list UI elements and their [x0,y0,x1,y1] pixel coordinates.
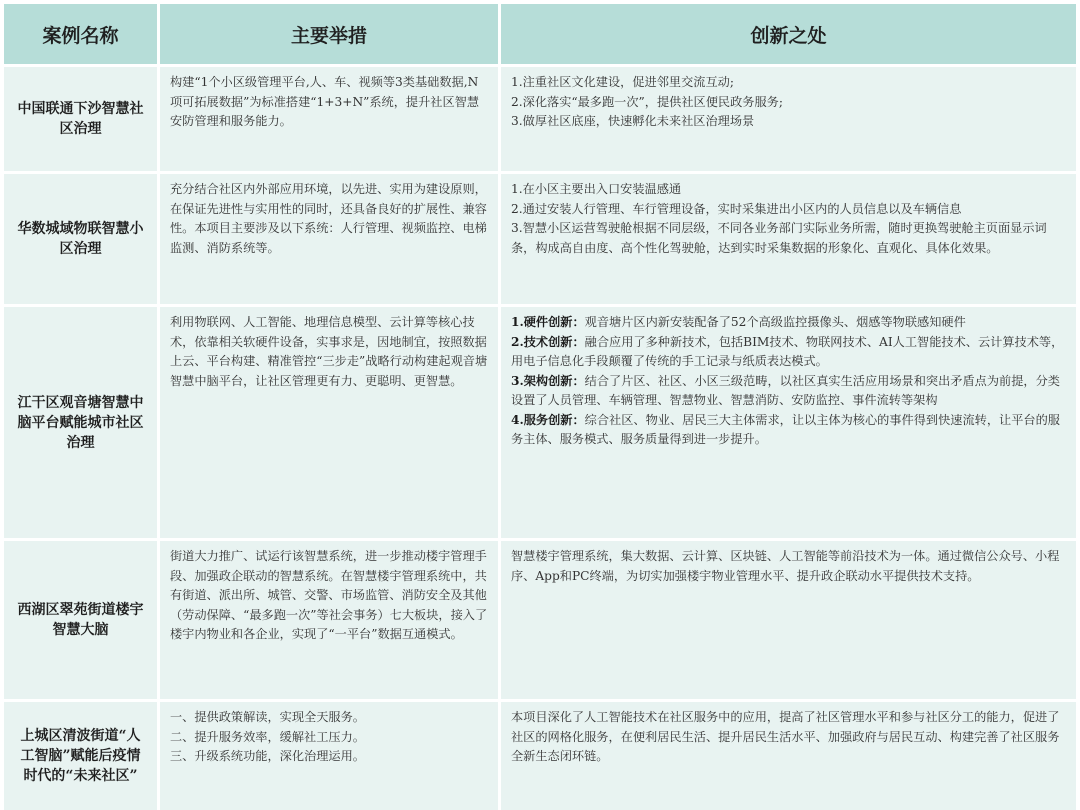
innovation-item-label: 4.服务创新： [511,412,585,427]
header-main-measures: 主要举措 [160,4,498,64]
measures-text: 一、提供政策解读，实现全天服务。 二、提升服务效率，缓解社工压力。 三、升级系统功能，深化治理运用。 [170,710,365,763]
case-table [4,4,1076,806]
case-name-cell: 上城区清波街道“人工智脑”赋能后疫情时代的“未来社区” [4,702,157,810]
innovation-item-text: 3.做厚社区底座，快速孵化未来社区治理场景 [511,114,755,128]
innovation-item [511,93,1066,113]
innovation-item [511,112,1066,132]
innovation-cell [501,307,1076,538]
measures-text: 街道大力推广、试运行该智慧系统，进一步推动楼宇管理手段、加强政企联动的智慧系统。在智慧楼宇管理系统中，共有街道、派出所、城管、交警、市场监管、消防安全及其他（劳动保障、“最多跑一次”等社会事务）七大板块，接入了楼宇内物业和各企业，实现了“一平台”数据互通模式。 [170,549,488,641]
innovation-item-text: 综合社区、物业、居民三大主体需求，让以主体为核心的事件得到快速流转，让平台的服务主体、服务模式、服务质量得到进一步提升。 [511,412,1060,446]
measures-cell [160,541,498,699]
measures-text: 充分结合社区内外部应用环境，以先进、实用为建设原则，在保证先进性与实用性的同时，还具备良好的扩展性、兼容性。本项目主要涉及以下系统：人行管理、视频监控、电梯监测、消防系统等。 [170,182,487,255]
innovation-item-text: 观音塘片区内新安装配备了52个高级监控摄像头、烟感等物联感知硬件 [584,315,966,329]
case-name-cell: 中国联通下沙智慧社区治理 [4,67,157,171]
innovation-cell [501,702,1076,810]
innovation-item-text: 1.在小区主要出入口安装温感通 [511,182,682,196]
innovation-item-text: 2.通过安装人行管理、车行管理设备，实时采集进出小区内的人员信息以及车辆信息 [511,201,962,216]
innovation-item [511,333,1066,372]
case-name-cell: 华数城域物联智慧小区治理 [4,174,157,304]
innovation-item-text: 2.深化落实“最多跑一次”，提供社区便民政务服务; [511,94,783,109]
innovation-cell [501,541,1076,699]
innovation-item [511,313,1066,333]
innovation-item-text: 结合了片区、社区、小区三级范畴，以社区真实生活应用场景和突出矛盾点为前提，分类设置了人员管理、车辆管理、智慧物业、智慧消防、安防监控、事件流转等架构 [511,373,1060,407]
innovation-item [511,411,1066,450]
innovation-item-label: 1.硬件创新： [511,315,585,329]
innovation-item [511,200,1066,220]
header-innovation: 创新之处 [501,4,1076,64]
case-name-cell: 江干区观音塘智慧中脑平台赋能城市社区治理 [4,307,157,538]
measures-cell [160,174,498,304]
innovation-item-text: 智慧楼宇管理系统，集大数据、云计算、区块链、人工智能等前沿技术为一体。通过微信公众号、小程序、App和PC终端，为切实加强楼宇物业管理水平、提升政企联动水平提供技术支持。 [511,549,1060,583]
header-case-name: 案例名称 [4,4,157,64]
case-name-cell: 西湖区翠苑街道楼宇智慧大脑 [4,541,157,699]
innovation-item-text: 1.注重社区文化建设，促进邻里交流互动; [511,75,734,89]
measures-text: 利用物联网、人工智能、地理信息模型、云计算等核心技术，依靠相关软硬件设备，实事求是，因地制宜，按照数据上云、平台构建、精准管控“三步走”战略行动构建起观音塘智慧中脑平台，让社区管理更有力、更聪明、更智慧。 [170,315,488,388]
innovation-cell [501,67,1076,171]
innovation-item [511,547,1066,586]
measures-cell [160,702,498,810]
innovation-item-label: 2.技术创新： [511,334,585,349]
innovation-item [511,180,1066,200]
innovation-item-text: 融合应用了多种新技术，包括BIM技术、物联网技术、AI人工智能技术、云计算技术等，用电子信息化手段颠覆了传统的手工记录与纸质表达模式。 [511,334,1064,368]
innovation-item [511,73,1066,93]
innovation-item-label: 3.架构创新： [511,373,585,388]
measures-cell [160,307,498,538]
innovation-item [511,708,1066,767]
innovation-item-text: 3.智慧小区运营驾驶舱根据不同层级，不同各业务部门实际业务所需，随时更换驾驶舱主页面显示词条，构成高自由度、高个性化驾驶舱，达到实时采集数据的形象化、直观化、具体化效果。 [511,221,1047,255]
measures-cell [160,67,498,171]
innovation-item [511,219,1066,258]
innovation-item [511,372,1066,411]
measures-text: 构建“1个小区级管理平台,人、车、视频等3类基础数据,N项可拓展数据”为标准搭建“1+3+N”系统，提升社区智慧安防管理和服务能力。 [170,75,480,128]
innovation-cell [501,174,1076,304]
innovation-item-text: 本项目深化了人工智能技术在社区服务中的应用，提高了社区管理水平和参与社区分工的能力，促进了社区的网格化服务，在便利居民生活、提升居民生活水平、加强政府与居民互动、构建完善了社区服务全新生态闭环链。 [511,710,1060,763]
